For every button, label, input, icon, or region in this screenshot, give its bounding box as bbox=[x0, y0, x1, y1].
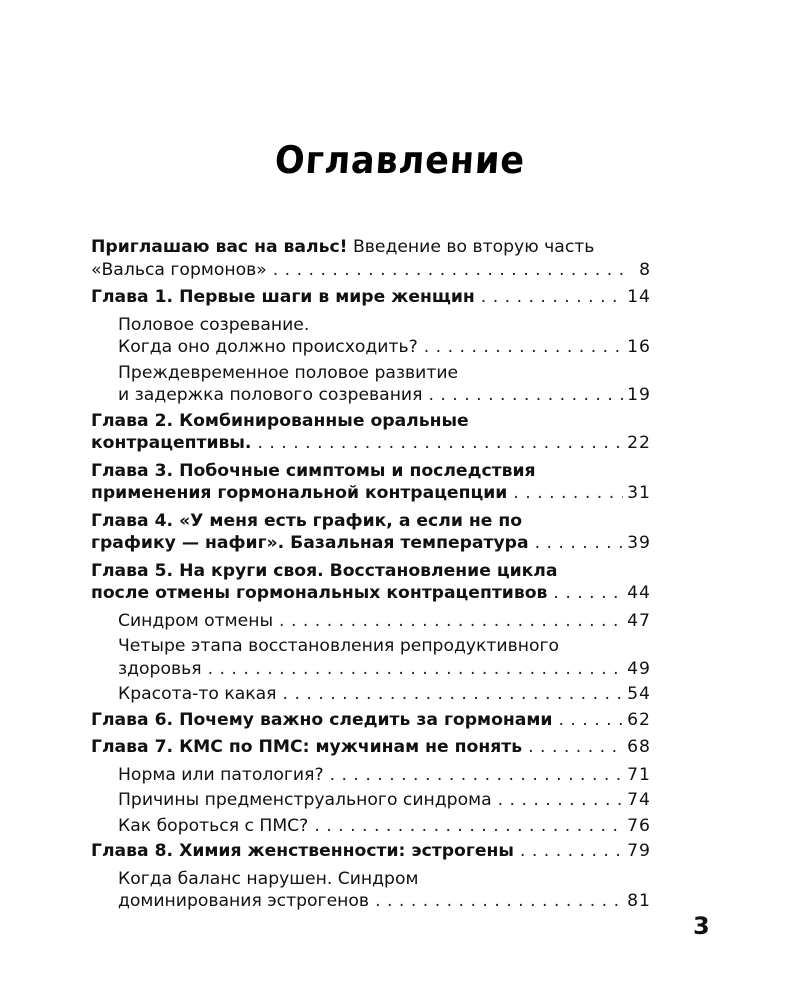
toc-leader-dots bbox=[208, 658, 623, 681]
toc-text: Когда оно должно происходить? bbox=[118, 337, 418, 357]
toc-text: Синдром отмены bbox=[118, 610, 274, 631]
toc-subentry bbox=[91, 314, 651, 359]
toc-leader-dots bbox=[528, 736, 623, 759]
toc-chapter bbox=[91, 236, 651, 281]
toc-line bbox=[91, 510, 651, 533]
toc-text bbox=[91, 532, 529, 555]
toc-leader-dots bbox=[520, 840, 623, 863]
toc-text bbox=[91, 482, 507, 505]
toc-line bbox=[118, 789, 651, 812]
toc-line bbox=[91, 736, 651, 759]
toc-page-number: 44 bbox=[627, 583, 651, 603]
toc-line bbox=[118, 635, 651, 658]
toc-bold-text: Глава 6. Почему важно следить за гормонами bbox=[91, 709, 553, 730]
toc-text bbox=[91, 560, 557, 583]
toc-text bbox=[91, 582, 547, 605]
toc-leader-dots bbox=[273, 259, 623, 282]
toc-line bbox=[118, 384, 651, 407]
toc-page-number: 31 bbox=[627, 483, 651, 503]
toc-leader-dots bbox=[498, 789, 623, 812]
toc-chapter bbox=[91, 709, 651, 732]
toc-bold-text: Приглашаю вас на вальс! bbox=[91, 237, 348, 257]
toc-line bbox=[91, 410, 651, 433]
toc-page-number: 16 bbox=[627, 337, 651, 357]
toc-page-number: 81 bbox=[627, 891, 651, 911]
toc-page-number: 8 bbox=[639, 259, 651, 280]
toc-subentry bbox=[91, 362, 651, 407]
table-of-contents bbox=[91, 236, 651, 916]
toc-line bbox=[118, 314, 651, 337]
toc-line bbox=[91, 709, 651, 732]
toc-chapter bbox=[91, 840, 651, 863]
toc-text bbox=[91, 736, 522, 759]
toc-text bbox=[91, 410, 469, 433]
toc-bold-text: после отмены гормональных контрацептивов bbox=[91, 583, 548, 603]
toc-line bbox=[91, 482, 651, 505]
toc-page-number: 54 bbox=[627, 684, 651, 704]
toc-page-number: 39 bbox=[627, 533, 651, 553]
toc-text bbox=[91, 709, 552, 732]
toc-subentry bbox=[91, 868, 651, 913]
toc-chapter bbox=[91, 286, 651, 309]
toc-bold-text: Глава 2. Комбинированные оральные bbox=[91, 410, 469, 431]
toc-line bbox=[91, 840, 651, 863]
toc-text: Преждевременное половое развитие bbox=[118, 362, 459, 383]
toc-subentry bbox=[91, 635, 651, 680]
toc-page-number: 62 bbox=[627, 709, 651, 730]
toc-bold-text: применения гормональной контрацепции bbox=[91, 483, 508, 503]
toc-line bbox=[118, 890, 651, 913]
toc-line bbox=[91, 560, 651, 583]
toc-line bbox=[91, 236, 651, 259]
toc-page-number: 76 bbox=[627, 815, 651, 836]
toc-bold-text: графику — нафиг». Базальная температура bbox=[91, 533, 529, 553]
toc-line bbox=[91, 460, 651, 483]
toc-line bbox=[118, 683, 651, 706]
toc-page-number: 22 bbox=[627, 433, 651, 453]
toc-leader-dots bbox=[558, 709, 623, 732]
toc-page-number: 47 bbox=[627, 610, 651, 631]
toc-leader-dots bbox=[481, 286, 623, 309]
toc-text: Норма или патология? bbox=[118, 764, 324, 785]
toc-text: и задержка полового созревания bbox=[118, 385, 423, 405]
toc-line bbox=[91, 582, 651, 605]
toc-page-number: 68 bbox=[627, 737, 651, 757]
toc-leader-dots bbox=[424, 336, 623, 359]
toc-text: Четыре этапа восстановления репродуктивного bbox=[118, 636, 560, 656]
toc-line bbox=[118, 764, 651, 787]
toc-text: Когда баланс нарушен. Синдром bbox=[118, 868, 419, 889]
toc-line bbox=[118, 815, 651, 838]
toc-chapter bbox=[91, 410, 651, 455]
toc-line bbox=[118, 610, 651, 633]
toc-text: «Вальса гормонов» bbox=[91, 259, 267, 280]
toc-leader-dots bbox=[314, 815, 623, 838]
toc-chapter bbox=[91, 736, 651, 759]
toc-text: Красота-то какая bbox=[118, 684, 277, 704]
toc-subentry bbox=[91, 610, 651, 633]
toc-leader-dots bbox=[375, 890, 623, 913]
toc-page-number: 19 bbox=[627, 385, 651, 405]
toc-line bbox=[118, 658, 651, 681]
toc-leader-dots bbox=[257, 432, 623, 455]
toc-page-number: 49 bbox=[627, 658, 651, 679]
toc-text: Причины предменструального синдрома bbox=[118, 790, 492, 810]
toc-line bbox=[118, 868, 651, 891]
toc-page-number: 71 bbox=[627, 764, 651, 785]
toc-text bbox=[91, 460, 536, 483]
toc-bold-text: Глава 1. Первые шаги в мире женщин bbox=[91, 287, 475, 307]
toc-subentry bbox=[91, 789, 651, 812]
toc-leader-dots bbox=[279, 610, 623, 633]
toc-text: доминирования эстрогенов bbox=[118, 891, 370, 911]
toc-line bbox=[91, 432, 651, 455]
toc-text bbox=[91, 510, 522, 533]
toc-subentry bbox=[91, 683, 651, 706]
toc-leader-dots bbox=[553, 582, 623, 605]
toc-page-number: 14 bbox=[627, 287, 651, 307]
page-title: Оглавление bbox=[273, 138, 527, 182]
toc-subentry bbox=[91, 815, 651, 838]
toc-bold-text: Глава 7. КМС по ПМС: мужчинам не понять bbox=[91, 737, 523, 757]
toc-text: Половое созревание. bbox=[118, 314, 310, 335]
toc-leader-dots bbox=[513, 482, 623, 505]
toc-page-number: 79 bbox=[627, 841, 651, 861]
toc-subentry bbox=[91, 764, 651, 787]
toc-line bbox=[118, 362, 651, 385]
toc-leader-dots bbox=[428, 384, 623, 407]
toc-text: здоровья bbox=[118, 658, 202, 679]
toc-line bbox=[91, 259, 651, 282]
toc-page-number: 74 bbox=[627, 790, 651, 810]
page-number: 3 bbox=[693, 912, 710, 940]
toc-bold-text: Глава 3. Побочные симптомы и последствия bbox=[91, 460, 536, 481]
toc-bold-text: Глава 4. «У меня есть график, а если не по bbox=[91, 510, 523, 531]
toc-text: Приглашаю вас на вальс! Введение во вторую часть bbox=[91, 237, 595, 257]
toc-chapter bbox=[91, 460, 651, 505]
toc-leader-dots bbox=[283, 683, 623, 706]
toc-text bbox=[91, 286, 475, 309]
toc-text bbox=[91, 432, 251, 455]
toc-text bbox=[91, 840, 514, 863]
toc-leader-dots bbox=[330, 764, 623, 787]
toc-bold-text: Глава 8. Химия женственности: эстрогены bbox=[91, 841, 514, 861]
toc-leader-dots bbox=[535, 532, 623, 555]
toc-chapter bbox=[91, 510, 651, 555]
toc-line bbox=[91, 286, 651, 309]
toc-line bbox=[118, 336, 651, 359]
toc-bold-text: Глава 5. На круги своя. Восстановление цикла bbox=[91, 560, 558, 581]
toc-line bbox=[91, 532, 651, 555]
toc-chapter bbox=[91, 560, 651, 605]
toc-text: Как бороться с ПМС? bbox=[118, 815, 309, 836]
toc-bold-text: контрацептивы. bbox=[91, 433, 252, 453]
